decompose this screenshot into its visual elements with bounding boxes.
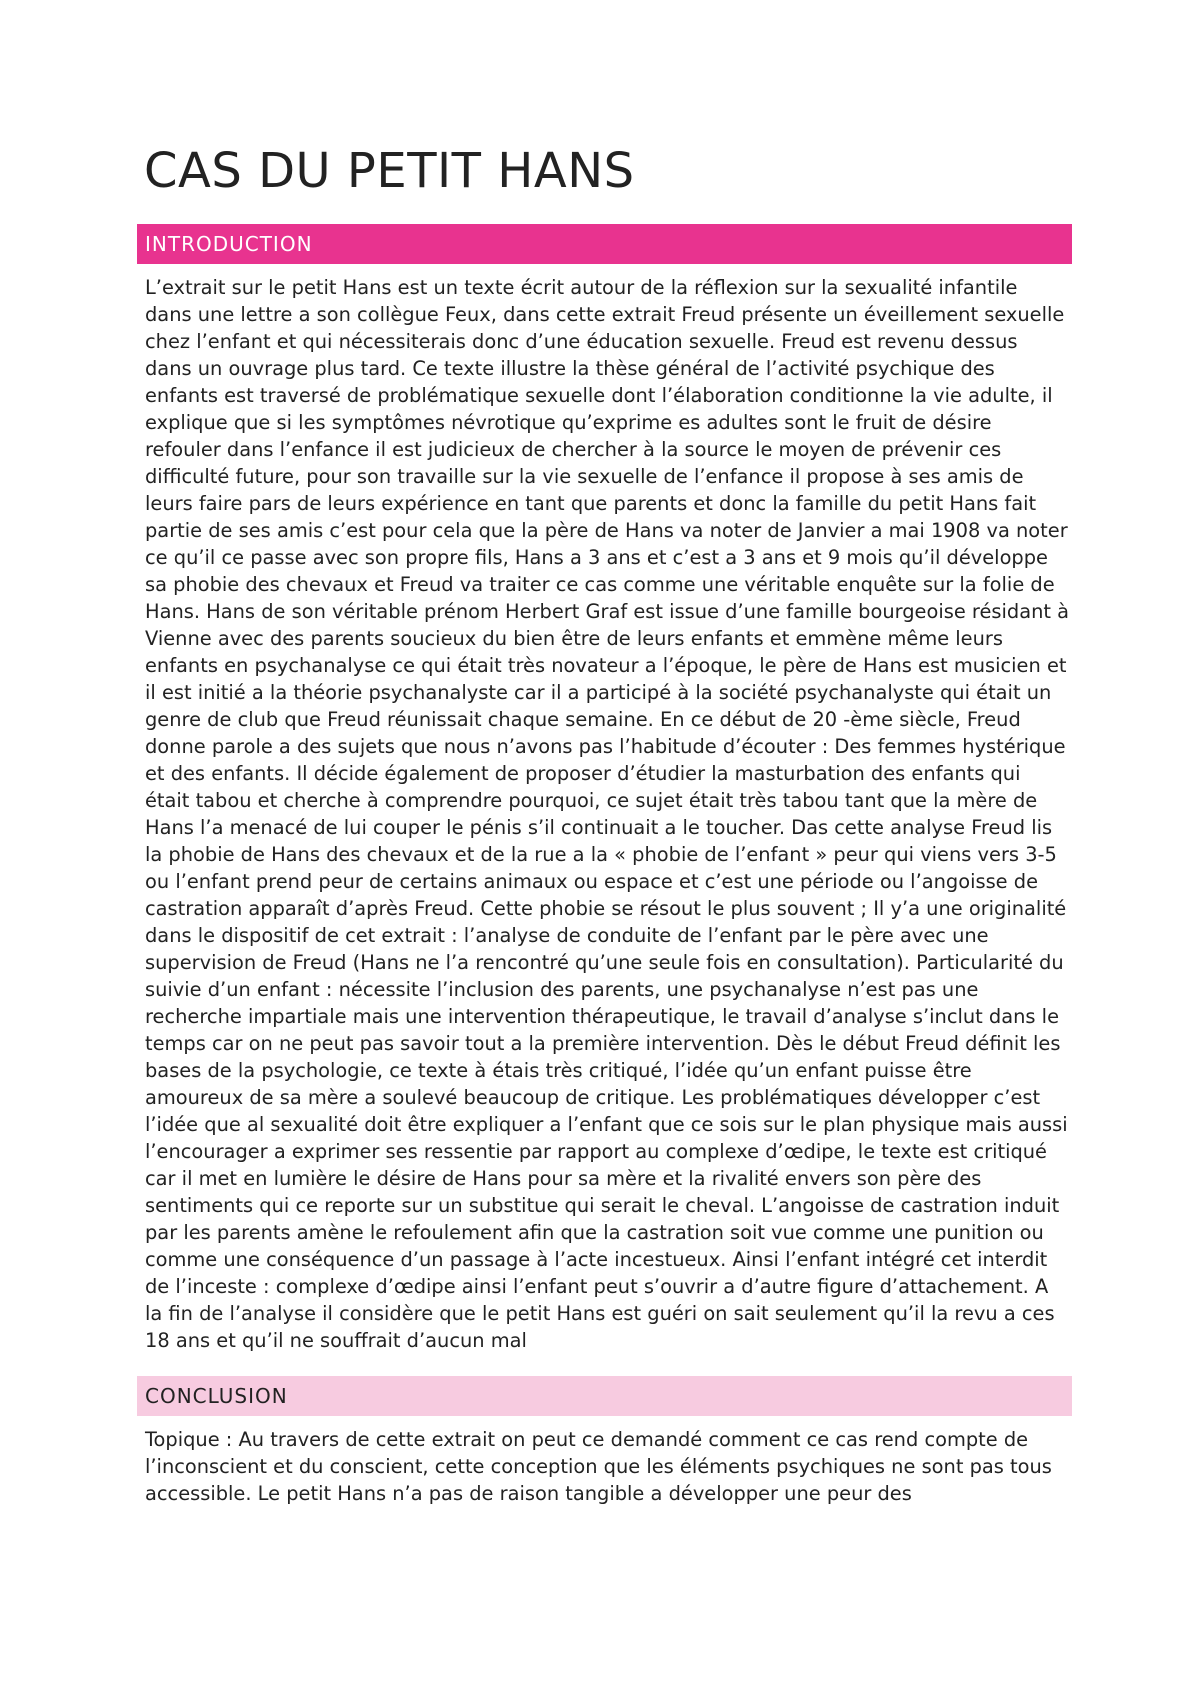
section-heading-introduction: INTRODUCTION xyxy=(137,224,1072,264)
introduction-paragraph: L’extrait sur le petit Hans est un texte écrit autour de la réflexion sur la sexualité infantile dans une lettre a son collègue Feux, dans cette extrait Freud présente un éveillement sexuelle chez l’enfant et qui nécessiterais donc d’une éducation sexuelle. Freud est revenu dessus dans un ouvrage plus tard. Ce texte illustre la thèse général de l’activité psychique des enfants est traversé de problématique sexuelle dont l’élaboration conditionne la vie adulte, il explique que si les symptômes névrotique qu’exprime es adultes sont le fruit de désire refouler dans l’enfance il est judicieux de chercher à la source le moyen de prévenir ces difficulté future, pour son travaille sur la vie sexuelle de l’enfance il propose à ses amis de leurs faire pars de leurs expérience en tant que parents et donc la famille du petit Hans fait partie de ses amis c’est pour cela que la père de Hans va noter de Janvier a mai 1908 va noter ce qu’il ce passe avec son propre fils, Hans a 3 ans et c’est a 3 ans et 9 mois qu’il développe sa phobie des chevaux et Freud va traiter ce cas comme une véritable enquête sur la folie de Hans. Hans de son véritable prénom Herbert Graf est issue d’une famille bourgeoise résidant à Vienne avec des parents soucieux du bien être de leurs enfants et emmène même leurs enfants en psychanalyse ce qui était très novateur a l’époque, le père de Hans est musicien et il est initié a la théorie psychanalyste car il a participé à la société psychanalyste qui était un genre de club que Freud réunissait chaque semaine. En ce début de 20 -ème siècle, Freud donne parole a des sujets que nous n’avons pas l’habitude d’écouter : Des femmes hystérique et des enfants. Il décide également de proposer d’étudier la masturbation des enfants qui était tabou et cherche à comprendre pourquoi, ce sujet était très tabou tant que la mère de Hans l’a menacé de lui couper le pénis s’il continuait a le toucher. Das cette analyse Freud lis la phobie de Hans des chevaux et de la rue a la « phobie de l’enfant » peur qui viens vers 3-5 ou l’enfant prend peur de certains animaux ou espace et c’est une période ou l’angoisse de castration apparaît d’après Freud. Cette phobie se résout le plus souvent ; Il y’a une originalité dans le dispositif de cet extrait : l’analyse de conduite de l’enfant par le père avec une supervision de Freud (Hans ne l’a rencontré qu’une seule fois en consultation). Particularité du suivie d’un enfant : nécessite l’inclusion des parents, une psychanalyse n’est pas une recherche impartiale mais une intervention thérapeutique, le travail d’analyse s’inclut dans le temps car on ne peut pas savoir tout a la première intervention. Dès le début Freud définit les bases de la psychologie, ce texte à étais très critiqué, l’idée qu’un enfant puisse être amoureux de sa mère a soulevé beaucoup de critique. Les problématiques développer c’est l’idée que al sexualité doit être expliquer a l’enfant que ce sois sur le plan physique mais aussi l’encourager a exprimer ses ressentie par rapport au complexe d’œdipe, le texte est critiqué car il met en lumière le désire de Hans pour sa mère et la rivalité envers son père des sentiments qui ce reporte sur un substitue qui serait le cheval. L’angoisse de castration induit par les parents amène le refoulement afin que la castration soit vue comme une punition ou comme une conséquence d’un passage à l’acte incestueux. Ainsi l’enfant intégré cet interdit de l’inceste : complexe d’œdipe ainsi l’enfant peut s’ouvrir a d’autre figure d’attachement. A la fin de l’analyse il considère que le petit Hans est guéri on sait seulement qu’il la revu a ces 18 ans et qu’il ne souffrait d’aucun mal xyxy=(145,276,1070,1352)
conclusion-paragraph: Topique : Au travers de cette extrait on peut ce demandé comment ce cas rend compte de l’inconscient et du conscient, cette conception que les éléments psychiques ne sont pas tous accessible. Le petit Hans n’a pas de raison tangible a développer une peur des xyxy=(145,1428,1052,1505)
document-page xyxy=(137,140,1072,1507)
section-heading-conclusion: CONCLUSION xyxy=(137,1376,1072,1416)
document-title: CAS DU PETIT HANS xyxy=(144,143,635,199)
